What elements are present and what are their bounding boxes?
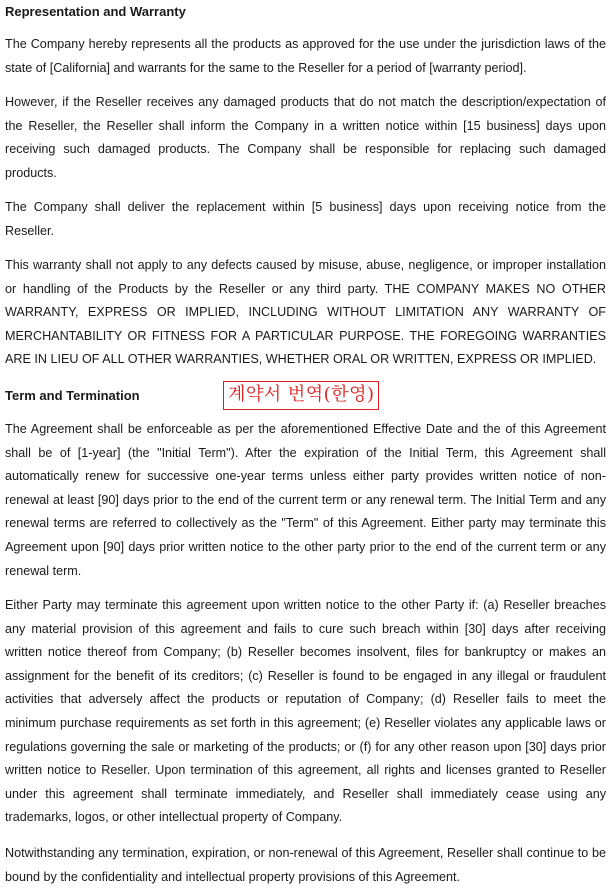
paragraph-damaged-products: However, if the Reseller receives any damaged products that do not match the description/expectation of the Reseller, the Reseller shall inform the Company in a written notice within [15 business] days upon receiving such damaged products. The Company shall be responsible for replacing such damaged products. <box>5 95 606 180</box>
paragraph-representation: The Company hereby represents all the products as approved for the use under the jurisdiction laws of the state of [California] and warrants for the same to the Reseller for a period of [warranty period]. <box>5 37 606 75</box>
paragraph-replacement-delivery: The Company shall deliver the replacement within [5 business] days upon receiving notice from the Reseller. <box>5 200 606 238</box>
section-heading-representation-warranty: Representation and Warranty <box>5 4 186 19</box>
paragraph-termination-conditions: Either Party may terminate this agreement upon written notice to the other Party if: (a) Reseller breaches any material provision of this agreement and fails to cure such breach within [30] days after receiving written notice thereof from Company; (b) Reseller becomes insolvent, files for bankruptcy or makes an assignment for the benefit of its creditors; (c) Reseller is found to be engaged in any illegal or fraudulent activities that adversely affect the products or reputation of Company; (d) Reseller fails to meet the minimum purchase requirements as set forth in this agreement; (e) Reseller violates any applicable laws or regulations governing the sale or marketing of the products; or (f) for any other reason upon [30] days prior written notice to Reseller. Upon termination of this agreement, all rights and licenses granted to Reseller under this agreement shall terminate immediately, and Reseller shall immediately cease using any trademarks, logos, or other intellectual property of Company. <box>5 598 606 825</box>
paragraph-survival: Notwithstanding any termination, expiration, or non-renewal of this Agreement, Reseller shall continue to be bound by the confidentiality and intellectual property provisions of this Agreement. <box>5 846 606 884</box>
translation-stamp-label: 계약서 번역(한영) <box>223 381 379 410</box>
paragraph-warranty-exclusions: This warranty shall not apply to any defects caused by misuse, abuse, negligence, or improper installation or handling of the Products by the Reseller or any third party. THE COMPANY MAKES NO OTHER WARRANTY, EXPRESS OR IMPLIED, INCLUDING WITHOUT LIMITATION ANY WARRANTY OF MERCHANTABILITY OR FITNESS FOR A PARTICULAR PURPOSE. THE FOREGOING WARRANTIES ARE IN LIEU OF ALL OTHER WARRANTIES, WHETHER ORAL OR WRITTEN, EXPRESS OR IMPLIED. <box>5 258 606 367</box>
paragraph-term-renewal: The Agreement shall be enforceable as per the aforementioned Effective Date and the of this Agreement shall be of [1-year] (the "Initial Term"). After the expiration of the Initial Term, this Agreement shall automatically renew for successive one-year terms unless either party provides written notice of non-renewal at least [90] days prior to the end of the current term or any renewal term. The Initial Term and any renewal terms are referred to collectively as the "Term" of this Agreement. Either party may terminate this Agreement upon [90] days prior written notice to the other party prior to the end of the current term or any renewal term. <box>5 422 606 578</box>
section-heading-term-termination: Term and Termination <box>5 388 140 403</box>
